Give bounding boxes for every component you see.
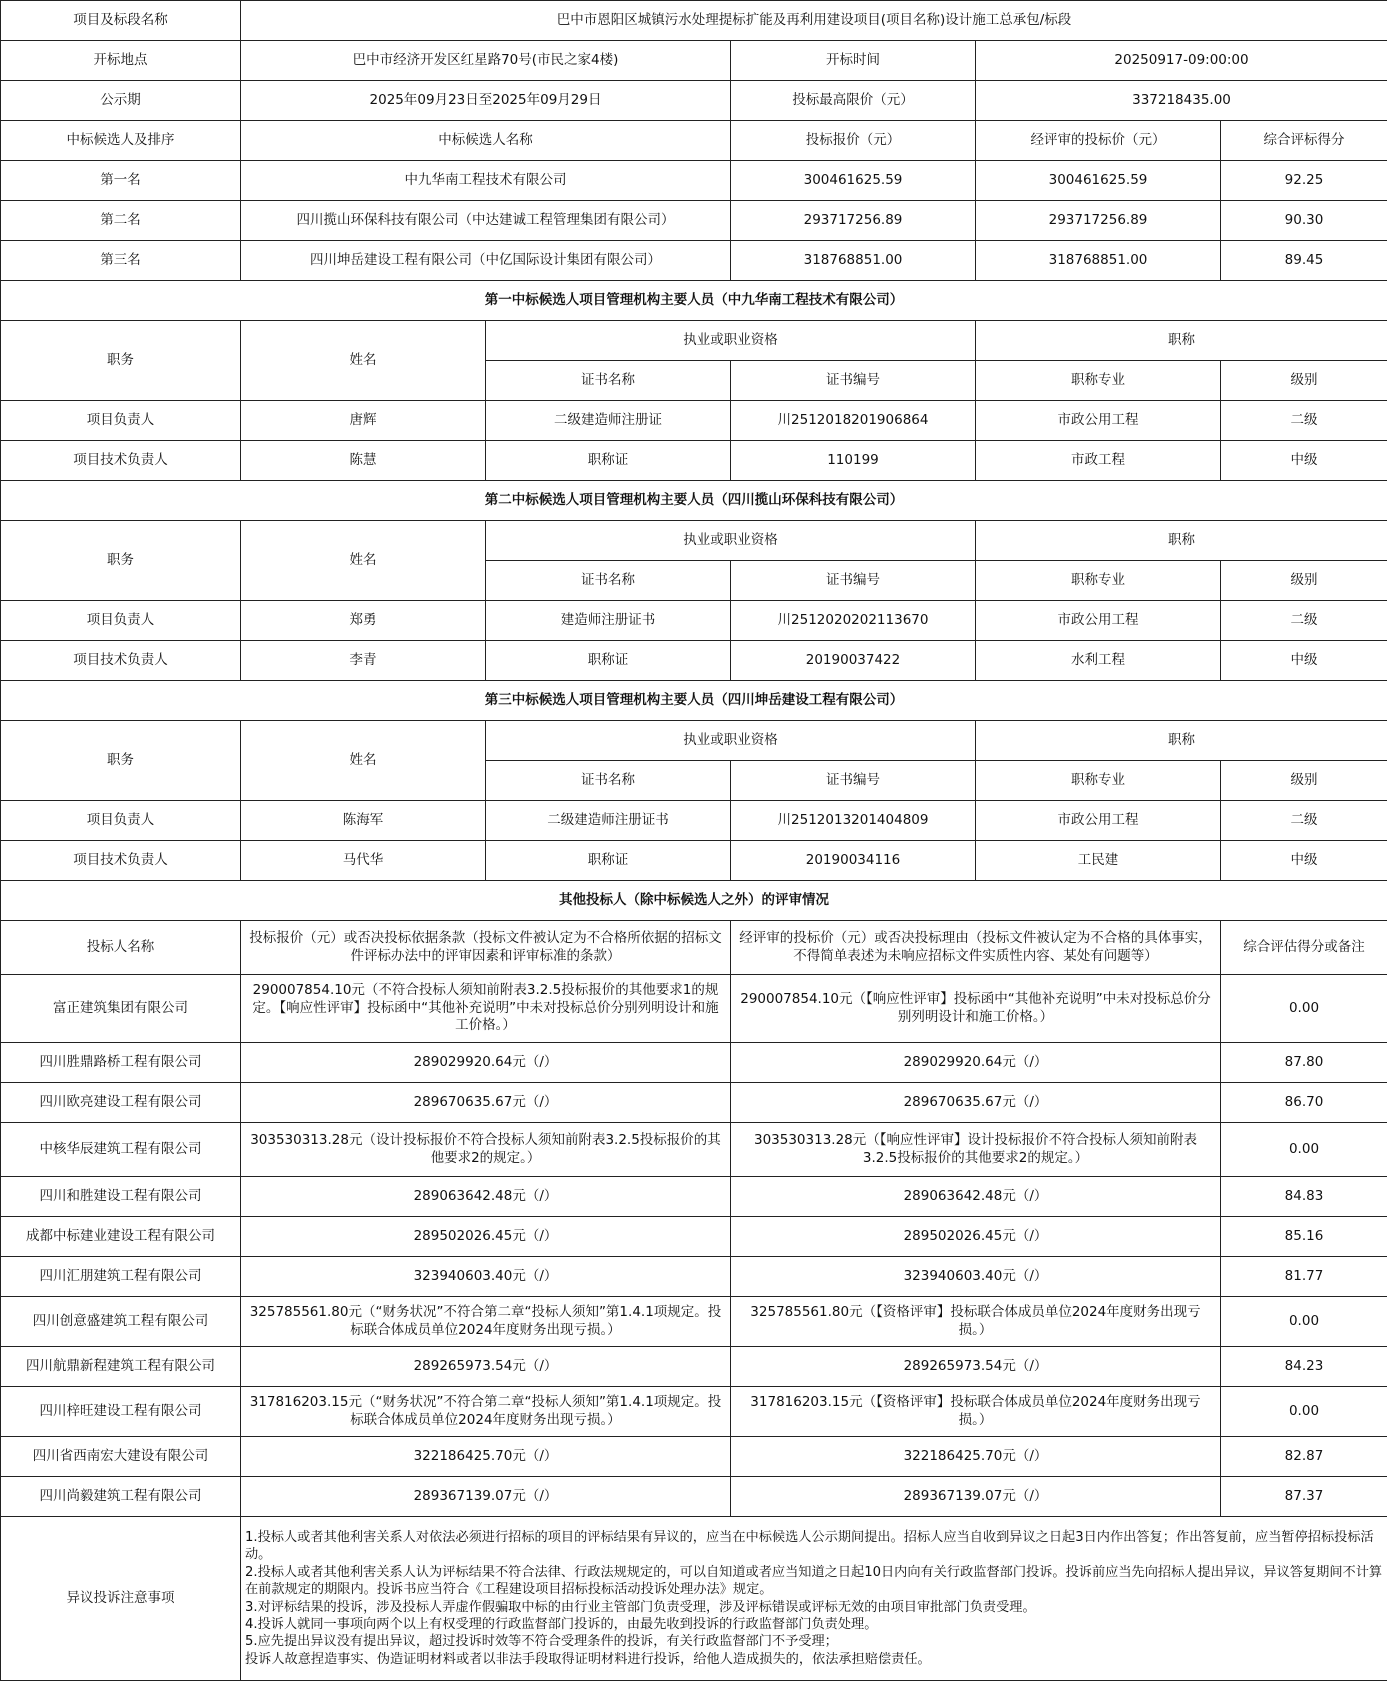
staff-section-title: 第一中标候选人项目管理机构主要人员（中九华南工程技术有限公司） — [1, 281, 1387, 321]
staff-role: 项目负责人 — [1, 601, 241, 641]
candidate-row — [1, 241, 1387, 281]
staff-header-qualification: 执业或职业资格 — [486, 521, 976, 561]
staff-header-row — [1, 721, 1387, 761]
staff-row — [1, 441, 1387, 481]
bidder-score: 84.23 — [1221, 1347, 1387, 1387]
candidate-name: 四川坤岳建设工程有限公司（中亿国际设计集团有限公司） — [241, 241, 731, 281]
staff-level: 二级 — [1221, 801, 1387, 841]
notice-line-1: 1.投标人或者其他利害关系人对依法必须进行招标的项目的评标结果有异议的，应当在中标候选人公示期间提出。招标人应当自收到异议之日起3日内作出答复；作出答复前，应当暂停招标投标活动。 — [245, 1529, 1383, 1564]
publicity-value: 2025年09月23日至2025年09月29日 — [241, 81, 731, 121]
publicity-label: 公示期 — [1, 81, 241, 121]
others-title-row — [1, 881, 1387, 921]
candidates-header-rank: 中标候选人及排序 — [1, 121, 241, 161]
candidates-header-score: 综合评标得分 — [1221, 121, 1387, 161]
bidder-reviewed: 289063642.48元（/） — [731, 1177, 1221, 1217]
opening-place-row — [1, 41, 1387, 81]
staff-header-cert-no: 证书编号 — [731, 561, 976, 601]
staff-row — [1, 401, 1387, 441]
bidder-row — [1, 975, 1387, 1043]
project-name-value: 巴中市恩阳区城镇污水处理提标扩能及再利用建设项目(项目名称)设计施工总承包/标段 — [241, 1, 1387, 41]
bidder-score: 81.77 — [1221, 1257, 1387, 1297]
staff-header-role: 职务 — [1, 321, 241, 401]
candidates-header-row — [1, 121, 1387, 161]
bidder-reviewed: 289670635.67元（/） — [731, 1083, 1221, 1123]
bidder-row — [1, 1437, 1387, 1477]
staff-major: 市政公用工程 — [976, 601, 1221, 641]
project-name-label: 项目及标段名称 — [1, 1, 241, 41]
bidder-name: 四川欧亮建设工程有限公司 — [1, 1083, 241, 1123]
max-price-label: 投标最高限价（元） — [731, 81, 976, 121]
opening-time-value: 20250917-09:00:00 — [976, 41, 1387, 81]
staff-row — [1, 801, 1387, 841]
staff-header-title: 职称 — [976, 321, 1387, 361]
bidder-bid: 325785561.80元（“财务状况”不符合第二章“投标人须知”第1.4.1项规定。投标联合体成员单位2024年度财务出现亏损。） — [241, 1297, 731, 1347]
bidder-score: 0.00 — [1221, 975, 1387, 1043]
bidder-score: 82.87 — [1221, 1437, 1387, 1477]
staff-cert-name: 职称证 — [486, 441, 731, 481]
bidder-name: 四川和胜建设工程有限公司 — [1, 1177, 241, 1217]
bidder-bid: 323940603.40元（/） — [241, 1257, 731, 1297]
staff-header-level: 级别 — [1221, 561, 1387, 601]
staff-major: 水利工程 — [976, 641, 1221, 681]
others-header-name: 投标人名称 — [1, 921, 241, 975]
candidate-name: 四川揽山环保科技有限公司（中达建诚工程管理集团有限公司） — [241, 201, 731, 241]
opening-place-label: 开标地点 — [1, 41, 241, 81]
staff-role: 项目负责人 — [1, 801, 241, 841]
staff-header-title-major: 职称专业 — [976, 361, 1221, 401]
candidate-reviewed: 300461625.59 — [976, 161, 1221, 201]
bidder-score: 87.80 — [1221, 1043, 1387, 1083]
candidate-reviewed: 293717256.89 — [976, 201, 1221, 241]
candidates-header-name: 中标候选人名称 — [241, 121, 731, 161]
staff-header-title: 职称 — [976, 721, 1387, 761]
bidder-reviewed: 325785561.80元（【资格评审】投标联合体成员单位2024年度财务出现亏损。） — [731, 1297, 1221, 1347]
staff-name: 陈海军 — [241, 801, 486, 841]
bidder-name: 成都中标建业建设工程有限公司 — [1, 1217, 241, 1257]
bidder-bid: 322186425.70元（/） — [241, 1437, 731, 1477]
bidder-reviewed: 289029920.64元（/） — [731, 1043, 1221, 1083]
staff-section-title-row — [1, 481, 1387, 521]
bidder-name: 四川梓旺建设工程有限公司 — [1, 1387, 241, 1437]
staff-major: 市政公用工程 — [976, 801, 1221, 841]
others-header-row — [1, 921, 1387, 975]
bidder-score: 85.16 — [1221, 1217, 1387, 1257]
staff-major: 工民建 — [976, 841, 1221, 881]
candidates-header-bid: 投标报价（元） — [731, 121, 976, 161]
staff-role: 项目技术负责人 — [1, 841, 241, 881]
candidate-bid: 318768851.00 — [731, 241, 976, 281]
candidate-row — [1, 201, 1387, 241]
bidder-name: 富正建筑集团有限公司 — [1, 975, 241, 1043]
bidder-name: 四川航鼎新程建筑工程有限公司 — [1, 1347, 241, 1387]
staff-level: 中级 — [1221, 441, 1387, 481]
notice-line-6: 投诉人故意捏造事实、伪造证明材料或者以非法手段取得证明材料进行投诉，给他人造成损失的，依法承担赔偿责任。 — [245, 1651, 1383, 1668]
bidder-row — [1, 1177, 1387, 1217]
bidder-row — [1, 1297, 1387, 1347]
candidate-reviewed: 318768851.00 — [976, 241, 1221, 281]
bidder-bid: 289670635.67元（/） — [241, 1083, 731, 1123]
bidder-bid: 289367139.07元（/） — [241, 1477, 731, 1517]
bidder-row — [1, 1477, 1387, 1517]
staff-header-cert-name: 证书名称 — [486, 361, 731, 401]
staff-cert-name: 二级建造师注册证 — [486, 401, 731, 441]
candidate-rank: 第三名 — [1, 241, 241, 281]
candidate-score: 89.45 — [1221, 241, 1387, 281]
bidder-reviewed: 322186425.70元（/） — [731, 1437, 1221, 1477]
bidder-bid: 303530313.28元（设计投标报价不符合投标人须知前附表3.2.5投标报价的其他要求2的规定。） — [241, 1123, 731, 1177]
staff-cert-no: 川2512020202113670 — [731, 601, 976, 641]
bidder-name: 四川胜鼎路桥工程有限公司 — [1, 1043, 241, 1083]
bidder-row — [1, 1387, 1387, 1437]
staff-header-cert-name: 证书名称 — [486, 561, 731, 601]
notice-label: 异议投诉注意事项 — [1, 1517, 241, 1681]
bidder-name: 四川省西南宏大建设有限公司 — [1, 1437, 241, 1477]
bidder-bid: 289063642.48元（/） — [241, 1177, 731, 1217]
staff-header-cert-no: 证书编号 — [731, 761, 976, 801]
staff-section-title: 第二中标候选人项目管理机构主要人员（四川揽山环保科技有限公司） — [1, 481, 1387, 521]
staff-header-name: 姓名 — [241, 521, 486, 601]
candidate-score: 90.30 — [1221, 201, 1387, 241]
staff-header-name: 姓名 — [241, 321, 486, 401]
bidder-name: 四川汇朋建筑工程有限公司 — [1, 1257, 241, 1297]
staff-cert-no: 110199 — [731, 441, 976, 481]
publicity-row — [1, 81, 1387, 121]
bidder-score: 0.00 — [1221, 1297, 1387, 1347]
bidder-reviewed: 323940603.40元（/） — [731, 1257, 1221, 1297]
staff-section-title-row — [1, 281, 1387, 321]
notice-row — [1, 1517, 1387, 1681]
bidder-score: 86.70 — [1221, 1083, 1387, 1123]
staff-header-qualification: 执业或职业资格 — [486, 721, 976, 761]
staff-name: 郑勇 — [241, 601, 486, 641]
opening-place-value: 巴中市经济开发区红星路70号(市民之家4楼) — [241, 41, 731, 81]
bidder-reviewed: 289265973.54元（/） — [731, 1347, 1221, 1387]
staff-header-level: 级别 — [1221, 361, 1387, 401]
notice-line-3: 3.对评标结果的投诉，涉及投标人弄虚作假骗取中标的由行业主管部门负责受理，涉及评标错误或评标无效的由项目审批部门负责受理。 — [245, 1599, 1383, 1616]
bidder-reviewed: 303530313.28元（【响应性评审】设计投标报价不符合投标人须知前附表3.2.5投标报价的其他要求2的规定。） — [731, 1123, 1221, 1177]
bidder-score: 84.83 — [1221, 1177, 1387, 1217]
bidder-reviewed: 289502026.45元（/） — [731, 1217, 1221, 1257]
others-header-score: 综合评估得分或备注 — [1221, 921, 1387, 975]
candidate-rank: 第二名 — [1, 201, 241, 241]
staff-role: 项目负责人 — [1, 401, 241, 441]
staff-role: 项目技术负责人 — [1, 641, 241, 681]
staff-name: 陈慧 — [241, 441, 486, 481]
staff-cert-no: 20190034116 — [731, 841, 976, 881]
staff-row — [1, 601, 1387, 641]
staff-header-cert-no: 证书编号 — [731, 361, 976, 401]
staff-level: 二级 — [1221, 401, 1387, 441]
bidder-row — [1, 1123, 1387, 1177]
bidder-score: 87.37 — [1221, 1477, 1387, 1517]
staff-section-title-row — [1, 681, 1387, 721]
bidder-reviewed: 290007854.10元（【响应性评审】投标函中“其他补充说明”中未对投标总价分别列明设计和施工价格。） — [731, 975, 1221, 1043]
staff-row — [1, 841, 1387, 881]
staff-level: 中级 — [1221, 641, 1387, 681]
others-title: 其他投标人（除中标候选人之外）的评审情况 — [1, 881, 1387, 921]
staff-header-role: 职务 — [1, 721, 241, 801]
others-header-bid: 投标报价（元）或否决投标依据条款（投标文件被认定为不合格所依据的招标文件评标办法中的评审因素和评审标准的条款） — [241, 921, 731, 975]
bidder-reviewed: 317816203.15元（【资格评审】投标联合体成员单位2024年度财务出现亏损。） — [731, 1387, 1221, 1437]
staff-row — [1, 641, 1387, 681]
staff-header-cert-name: 证书名称 — [486, 761, 731, 801]
notice-text — [241, 1517, 1387, 1681]
candidate-rank: 第一名 — [1, 161, 241, 201]
staff-cert-no: 20190037422 — [731, 641, 976, 681]
staff-header-row — [1, 321, 1387, 361]
staff-header-title: 职称 — [976, 521, 1387, 561]
staff-level: 二级 — [1221, 601, 1387, 641]
candidate-bid: 300461625.59 — [731, 161, 976, 201]
staff-role: 项目技术负责人 — [1, 441, 241, 481]
bidder-row — [1, 1347, 1387, 1387]
staff-cert-no: 川2512018201906864 — [731, 401, 976, 441]
bidder-row — [1, 1083, 1387, 1123]
staff-section-title: 第三中标候选人项目管理机构主要人员（四川坤岳建设工程有限公司） — [1, 681, 1387, 721]
bidder-bid: 317816203.15元（“财务状况”不符合第二章“投标人须知”第1.4.1项规定。投标联合体成员单位2024年度财务出现亏损。） — [241, 1387, 731, 1437]
bidder-reviewed: 289367139.07元（/） — [731, 1477, 1221, 1517]
bidder-name: 四川尚毅建筑工程有限公司 — [1, 1477, 241, 1517]
staff-name: 马代华 — [241, 841, 486, 881]
bidder-bid: 289265973.54元（/） — [241, 1347, 731, 1387]
staff-name: 李青 — [241, 641, 486, 681]
candidate-name: 中九华南工程技术有限公司 — [241, 161, 731, 201]
staff-cert-no: 川2512013201404809 — [731, 801, 976, 841]
bidder-row — [1, 1217, 1387, 1257]
opening-time-label: 开标时间 — [731, 41, 976, 81]
bidder-name: 中核华辰建筑工程有限公司 — [1, 1123, 241, 1177]
staff-major: 市政工程 — [976, 441, 1221, 481]
staff-cert-name: 职称证 — [486, 641, 731, 681]
staff-header-title-major: 职称专业 — [976, 761, 1221, 801]
staff-major: 市政公用工程 — [976, 401, 1221, 441]
staff-name: 唐辉 — [241, 401, 486, 441]
staff-header-row — [1, 521, 1387, 561]
others-header-reviewed: 经评审的投标价（元）或否决投标理由（投标文件被认定为不合格的具体事实，不得简单表述为未响应招标文件实质性内容、某处有问题等） — [731, 921, 1221, 975]
candidate-row — [1, 161, 1387, 201]
bidder-bid: 289029920.64元（/） — [241, 1043, 731, 1083]
bidder-row — [1, 1043, 1387, 1083]
staff-header-name: 姓名 — [241, 721, 486, 801]
bidder-score: 0.00 — [1221, 1387, 1387, 1437]
candidate-score: 92.25 — [1221, 161, 1387, 201]
max-price-value: 337218435.00 — [976, 81, 1387, 121]
staff-header-qualification: 执业或职业资格 — [486, 321, 976, 361]
bidder-score: 0.00 — [1221, 1123, 1387, 1177]
staff-header-title-major: 职称专业 — [976, 561, 1221, 601]
candidate-bid: 293717256.89 — [731, 201, 976, 241]
staff-cert-name: 二级建造师注册证书 — [486, 801, 731, 841]
candidates-header-reviewed: 经评审的投标价（元） — [976, 121, 1221, 161]
staff-level: 中级 — [1221, 841, 1387, 881]
notice-line-4: 4.投诉人就同一事项向两个以上有权受理的行政监督部门投诉的，由最先收到投诉的行政监督部门负责处理。 — [245, 1616, 1383, 1633]
bidder-bid: 289502026.45元（/） — [241, 1217, 731, 1257]
bidder-bid: 290007854.10元（不符合投标人须知前附表3.2.5投标报价的其他要求1的规定。【响应性评审】投标函中“其他补充说明”中未对投标总价分别列明设计和施工价格。） — [241, 975, 731, 1043]
staff-header-role: 职务 — [1, 521, 241, 601]
notice-line-2: 2.投标人或者其他利害关系人认为评标结果不符合法律、行政法规规定的，可以自知道或者应当知道之日起10日内向有关行政监督部门投诉。投诉前应当先向招标人提出异议，异议答复期间不计算在前款规定的期限内。投诉书应当符合《工程建设项目招标投标活动投诉处理办法》规定。 — [245, 1564, 1383, 1599]
project-name-row — [1, 1, 1387, 41]
bidder-name: 四川创意盛建筑工程有限公司 — [1, 1297, 241, 1347]
staff-cert-name: 建造师注册证书 — [486, 601, 731, 641]
notice-line-5: 5.应先提出异议没有提出异议，超过投诉时效等不符合受理条件的投诉，有关行政监督部门不予受理； — [245, 1633, 1383, 1650]
staff-header-level: 级别 — [1221, 761, 1387, 801]
bidder-row — [1, 1257, 1387, 1297]
staff-cert-name: 职称证 — [486, 841, 731, 881]
